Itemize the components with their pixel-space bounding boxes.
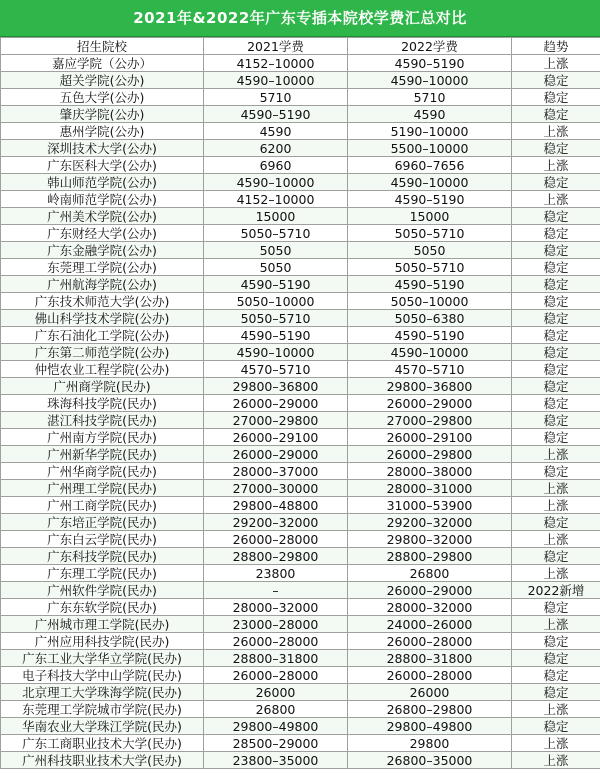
table-row xyxy=(1,259,600,276)
fee-2021-cell: 4590–10000 xyxy=(204,174,348,191)
fee-2021-cell: 23800 xyxy=(204,565,348,582)
school-cell: 岭南师范学院(公办) xyxy=(1,191,204,208)
trend-cell: 上涨 xyxy=(512,531,600,548)
school-cell: 仲恺农业工程学院(公办) xyxy=(1,361,204,378)
fee-2022-cell: 4590–10000 xyxy=(348,174,512,191)
school-cell: 广东东软学院(民办) xyxy=(1,599,204,616)
fee-2021-cell: 4590–10000 xyxy=(204,344,348,361)
table-row xyxy=(1,395,600,412)
school-cell: 韩山师范学院(公办) xyxy=(1,174,204,191)
trend-cell: 上涨 xyxy=(512,480,600,497)
fee-2022-cell: 26000–28000 xyxy=(348,633,512,650)
school-cell: 广州航海学院(公办) xyxy=(1,276,204,293)
school-cell: 广东医科大学(公办) xyxy=(1,157,204,174)
school-cell: 华南农业大学珠江学院(民办) xyxy=(1,718,204,735)
school-cell: 广州新华学院(民办) xyxy=(1,446,204,463)
table-row xyxy=(1,225,600,242)
fee-2021-cell: 26000–29100 xyxy=(204,429,348,446)
fee-2022-cell: 4590–10000 xyxy=(348,72,512,89)
table-row xyxy=(1,191,600,208)
trend-cell: 稳定 xyxy=(512,599,600,616)
fee-2021-cell: 29800–36800 xyxy=(204,378,348,395)
school-cell: 广州商学院(民办) xyxy=(1,378,204,395)
fee-2022-cell: 5050 xyxy=(348,242,512,259)
trend-cell: 稳定 xyxy=(512,633,600,650)
fee-2021-cell: 26000–28000 xyxy=(204,667,348,684)
trend-cell: 稳定 xyxy=(512,310,600,327)
trend-cell: 上涨 xyxy=(512,446,600,463)
table-row xyxy=(1,735,600,752)
table-row xyxy=(1,276,600,293)
trend-cell: 稳定 xyxy=(512,463,600,480)
school-cell: 广州美术学院(公办) xyxy=(1,208,204,225)
fee-2022-cell: 5050–10000 xyxy=(348,293,512,310)
fee-2021-cell: 4590–5190 xyxy=(204,276,348,293)
fee-2021-cell: 5710 xyxy=(204,89,348,106)
trend-cell: 稳定 xyxy=(512,378,600,395)
school-cell: 广东石油化工学院(公办) xyxy=(1,327,204,344)
trend-cell: 上涨 xyxy=(512,616,600,633)
fee-2021-cell: 26800 xyxy=(204,701,348,718)
fee-2022-cell: 5050–5710 xyxy=(348,259,512,276)
table-row xyxy=(1,514,600,531)
school-cell: 广东白云学院(民办) xyxy=(1,531,204,548)
fee-2022-cell: 26000–29800 xyxy=(348,446,512,463)
school-cell: 广州理工学院(民办) xyxy=(1,480,204,497)
trend-cell: 稳定 xyxy=(512,514,600,531)
trend-cell: 稳定 xyxy=(512,106,600,123)
fee-2021-cell: 26000–28000 xyxy=(204,531,348,548)
fee-2022-cell: 29800–32000 xyxy=(348,531,512,548)
header-trend: 趋势 xyxy=(512,38,600,55)
table-row xyxy=(1,310,600,327)
trend-cell: 稳定 xyxy=(512,361,600,378)
fee-2021-cell: – xyxy=(204,582,348,599)
fee-2022-cell: 26800 xyxy=(348,565,512,582)
school-cell: 广东理工学院(民办) xyxy=(1,565,204,582)
fee-2022-cell: 28800–31800 xyxy=(348,650,512,667)
trend-cell: 稳定 xyxy=(512,174,600,191)
fee-2022-cell: 26000–29000 xyxy=(348,582,512,599)
fee-2021-cell: 4590–10000 xyxy=(204,72,348,89)
fee-2021-cell: 29800–48800 xyxy=(204,497,348,514)
fee-2021-cell: 6960 xyxy=(204,157,348,174)
fee-2022-cell: 28000–31000 xyxy=(348,480,512,497)
table-row xyxy=(1,174,600,191)
table-row xyxy=(1,446,600,463)
fee-2022-cell: 29800–36800 xyxy=(348,378,512,395)
fee-2021-cell: 26000–29000 xyxy=(204,446,348,463)
trend-cell: 上涨 xyxy=(512,701,600,718)
fee-2021-cell: 15000 xyxy=(204,208,348,225)
fee-2021-cell: 5050 xyxy=(204,242,348,259)
fee-2021-cell: 6200 xyxy=(204,140,348,157)
school-cell: 五色大学(公办) xyxy=(1,89,204,106)
school-cell: 东莞理工学院城市学院(民办) xyxy=(1,701,204,718)
school-cell: 广东科技学院(民办) xyxy=(1,548,204,565)
trend-cell: 稳定 xyxy=(512,327,600,344)
fee-2022-cell: 4590–5190 xyxy=(348,55,512,72)
trend-cell: 稳定 xyxy=(512,667,600,684)
table-row xyxy=(1,157,600,174)
trend-cell: 稳定 xyxy=(512,72,600,89)
fee-2022-cell: 4570–5710 xyxy=(348,361,512,378)
fee-2022-cell: 5050–6380 xyxy=(348,310,512,327)
trend-cell: 稳定 xyxy=(512,344,600,361)
school-cell: 广州南方学院(民办) xyxy=(1,429,204,446)
school-cell: 超关学院(公办) xyxy=(1,72,204,89)
fee-2021-cell: 26000 xyxy=(204,684,348,701)
table-row xyxy=(1,429,600,446)
fee-2021-cell: 4152–10000 xyxy=(204,191,348,208)
fee-2021-cell: 23800–35000 xyxy=(204,752,348,769)
school-cell: 广东第二师范学院(公办) xyxy=(1,344,204,361)
fee-table xyxy=(0,37,600,769)
table-row xyxy=(1,599,600,616)
school-cell: 惠州学院(公办) xyxy=(1,123,204,140)
fee-2022-cell: 29200–32000 xyxy=(348,514,512,531)
school-cell: 广州应用科技学院(民办) xyxy=(1,633,204,650)
school-cell: 广州软件学院(民办) xyxy=(1,582,204,599)
fee-2021-cell: 28500–29000 xyxy=(204,735,348,752)
fee-2022-cell: 6960–7656 xyxy=(348,157,512,174)
fee-2021-cell: 5050–5710 xyxy=(204,310,348,327)
school-cell: 东莞理工学院(公办) xyxy=(1,259,204,276)
fee-2022-cell: 4590–5190 xyxy=(348,327,512,344)
table-row xyxy=(1,208,600,225)
table-row xyxy=(1,106,600,123)
fee-2022-cell: 28800–29800 xyxy=(348,548,512,565)
school-cell: 嘉应学院（公办） xyxy=(1,55,204,72)
table-row xyxy=(1,123,600,140)
fee-2021-cell: 5050 xyxy=(204,259,348,276)
fee-2021-cell: 4590–5190 xyxy=(204,106,348,123)
fee-2022-cell: 26000 xyxy=(348,684,512,701)
table-row xyxy=(1,72,600,89)
table-row xyxy=(1,140,600,157)
school-cell: 广州工商学院(民办) xyxy=(1,497,204,514)
table-row xyxy=(1,718,600,735)
fee-2021-cell: 28000–37000 xyxy=(204,463,348,480)
school-cell: 广州城市理工学院(民办) xyxy=(1,616,204,633)
fee-2022-cell: 27000–29800 xyxy=(348,412,512,429)
trend-cell: 上涨 xyxy=(512,157,600,174)
fee-2022-cell: 28000–38000 xyxy=(348,463,512,480)
table-row xyxy=(1,480,600,497)
school-cell: 北京理工大学珠海学院(民办) xyxy=(1,684,204,701)
school-cell: 广东工商职业技术大学(民办) xyxy=(1,735,204,752)
fee-2022-cell: 5050–5710 xyxy=(348,225,512,242)
school-cell: 广东金融学院(公办) xyxy=(1,242,204,259)
table-row xyxy=(1,701,600,718)
table-row xyxy=(1,531,600,548)
school-cell: 珠海科技学院(民办) xyxy=(1,395,204,412)
fee-2021-cell: 5050–10000 xyxy=(204,293,348,310)
school-cell: 广州华商学院(民办) xyxy=(1,463,204,480)
table-row xyxy=(1,616,600,633)
table-row xyxy=(1,344,600,361)
fee-2021-cell: 28800–29800 xyxy=(204,548,348,565)
fee-2022-cell: 5500–10000 xyxy=(348,140,512,157)
fee-2022-cell: 29800–49800 xyxy=(348,718,512,735)
table-row xyxy=(1,548,600,565)
header-row xyxy=(1,38,600,55)
fee-2022-cell: 26000–29000 xyxy=(348,395,512,412)
table-row xyxy=(1,378,600,395)
trend-cell: 稳定 xyxy=(512,140,600,157)
table-row xyxy=(1,327,600,344)
fee-2021-cell: 27000–30000 xyxy=(204,480,348,497)
school-cell: 广东培正学院(民办) xyxy=(1,514,204,531)
trend-cell: 上涨 xyxy=(512,735,600,752)
fee-2022-cell: 4590–5190 xyxy=(348,191,512,208)
trend-cell: 稳定 xyxy=(512,293,600,310)
school-cell: 电子科技大学中山学院(民办) xyxy=(1,667,204,684)
fee-2022-cell: 26800–35000 xyxy=(348,752,512,769)
fee-2021-cell: 29200–32000 xyxy=(204,514,348,531)
table-row xyxy=(1,684,600,701)
table-row xyxy=(1,752,600,769)
school-cell: 广东财经大学(公办) xyxy=(1,225,204,242)
fee-2021-cell: 4590–5190 xyxy=(204,327,348,344)
header-fee-2022: 2022学费 xyxy=(348,38,512,55)
trend-cell: 稳定 xyxy=(512,89,600,106)
trend-cell: 稳定 xyxy=(512,684,600,701)
fee-2021-cell: 28000–32000 xyxy=(204,599,348,616)
trend-cell: 稳定 xyxy=(512,225,600,242)
school-cell: 肇庆学院(公办) xyxy=(1,106,204,123)
fee-2022-cell: 24000–26000 xyxy=(348,616,512,633)
fee-2021-cell: 23000–28000 xyxy=(204,616,348,633)
school-cell: 湛江科技学院(民办) xyxy=(1,412,204,429)
trend-cell: 稳定 xyxy=(512,718,600,735)
fee-2022-cell: 4590–10000 xyxy=(348,344,512,361)
table-row xyxy=(1,55,600,72)
fee-2021-cell: 29800–49800 xyxy=(204,718,348,735)
fee-2022-cell: 31000–53900 xyxy=(348,497,512,514)
trend-cell: 上涨 xyxy=(512,123,600,140)
fee-2021-cell: 4570–5710 xyxy=(204,361,348,378)
table-row xyxy=(1,633,600,650)
fee-2022-cell: 15000 xyxy=(348,208,512,225)
trend-cell: 稳定 xyxy=(512,276,600,293)
fee-2021-cell: 4590 xyxy=(204,123,348,140)
trend-cell: 稳定 xyxy=(512,429,600,446)
table-row xyxy=(1,582,600,599)
trend-cell: 稳定 xyxy=(512,548,600,565)
fee-2021-cell: 26000–29000 xyxy=(204,395,348,412)
table-row xyxy=(1,497,600,514)
school-cell: 广东工业大学华立学院(民办) xyxy=(1,650,204,667)
trend-cell: 上涨 xyxy=(512,497,600,514)
trend-cell: 稳定 xyxy=(512,259,600,276)
header-school: 招生院校 xyxy=(1,38,204,55)
table-row xyxy=(1,463,600,480)
trend-cell: 稳定 xyxy=(512,412,600,429)
header-fee-2021: 2021学费 xyxy=(204,38,348,55)
fee-2022-cell: 4590–5190 xyxy=(348,276,512,293)
table-row xyxy=(1,667,600,684)
fee-2022-cell: 5190–10000 xyxy=(348,123,512,140)
trend-cell: 稳定 xyxy=(512,395,600,412)
trend-cell: 稳定 xyxy=(512,650,600,667)
table-row xyxy=(1,361,600,378)
table-row xyxy=(1,650,600,667)
fee-2022-cell: 26000–29100 xyxy=(348,429,512,446)
school-cell: 广州科技职业技术大学(民办) xyxy=(1,752,204,769)
school-cell: 佛山科学技术学院(公办) xyxy=(1,310,204,327)
fee-2022-cell: 26800–29800 xyxy=(348,701,512,718)
fee-2022-cell: 29800 xyxy=(348,735,512,752)
trend-cell: 稳定 xyxy=(512,208,600,225)
trend-cell: 上涨 xyxy=(512,191,600,208)
fee-2022-cell: 28000–32000 xyxy=(348,599,512,616)
table-title: 2021年&2022年广东专插本院校学费汇总对比 xyxy=(0,0,600,37)
fee-2021-cell: 26000–28000 xyxy=(204,633,348,650)
fee-2022-cell: 5710 xyxy=(348,89,512,106)
fee-2022-cell: 26000–28000 xyxy=(348,667,512,684)
table-row xyxy=(1,565,600,582)
trend-cell: 上涨 xyxy=(512,752,600,769)
trend-cell: 2022新增 xyxy=(512,582,600,599)
fee-2021-cell: 27000–29800 xyxy=(204,412,348,429)
table-row xyxy=(1,242,600,259)
trend-cell: 稳定 xyxy=(512,242,600,259)
table-row xyxy=(1,412,600,429)
table-row xyxy=(1,293,600,310)
trend-cell: 上涨 xyxy=(512,55,600,72)
fee-2021-cell: 5050–5710 xyxy=(204,225,348,242)
fee-2022-cell: 4590 xyxy=(348,106,512,123)
trend-cell: 上涨 xyxy=(512,565,600,582)
school-cell: 深圳技术大学(公办) xyxy=(1,140,204,157)
school-cell: 广东技术师范大学(公办) xyxy=(1,293,204,310)
fee-2021-cell: 28800–31800 xyxy=(204,650,348,667)
table-row xyxy=(1,89,600,106)
fee-2021-cell: 4152–10000 xyxy=(204,55,348,72)
